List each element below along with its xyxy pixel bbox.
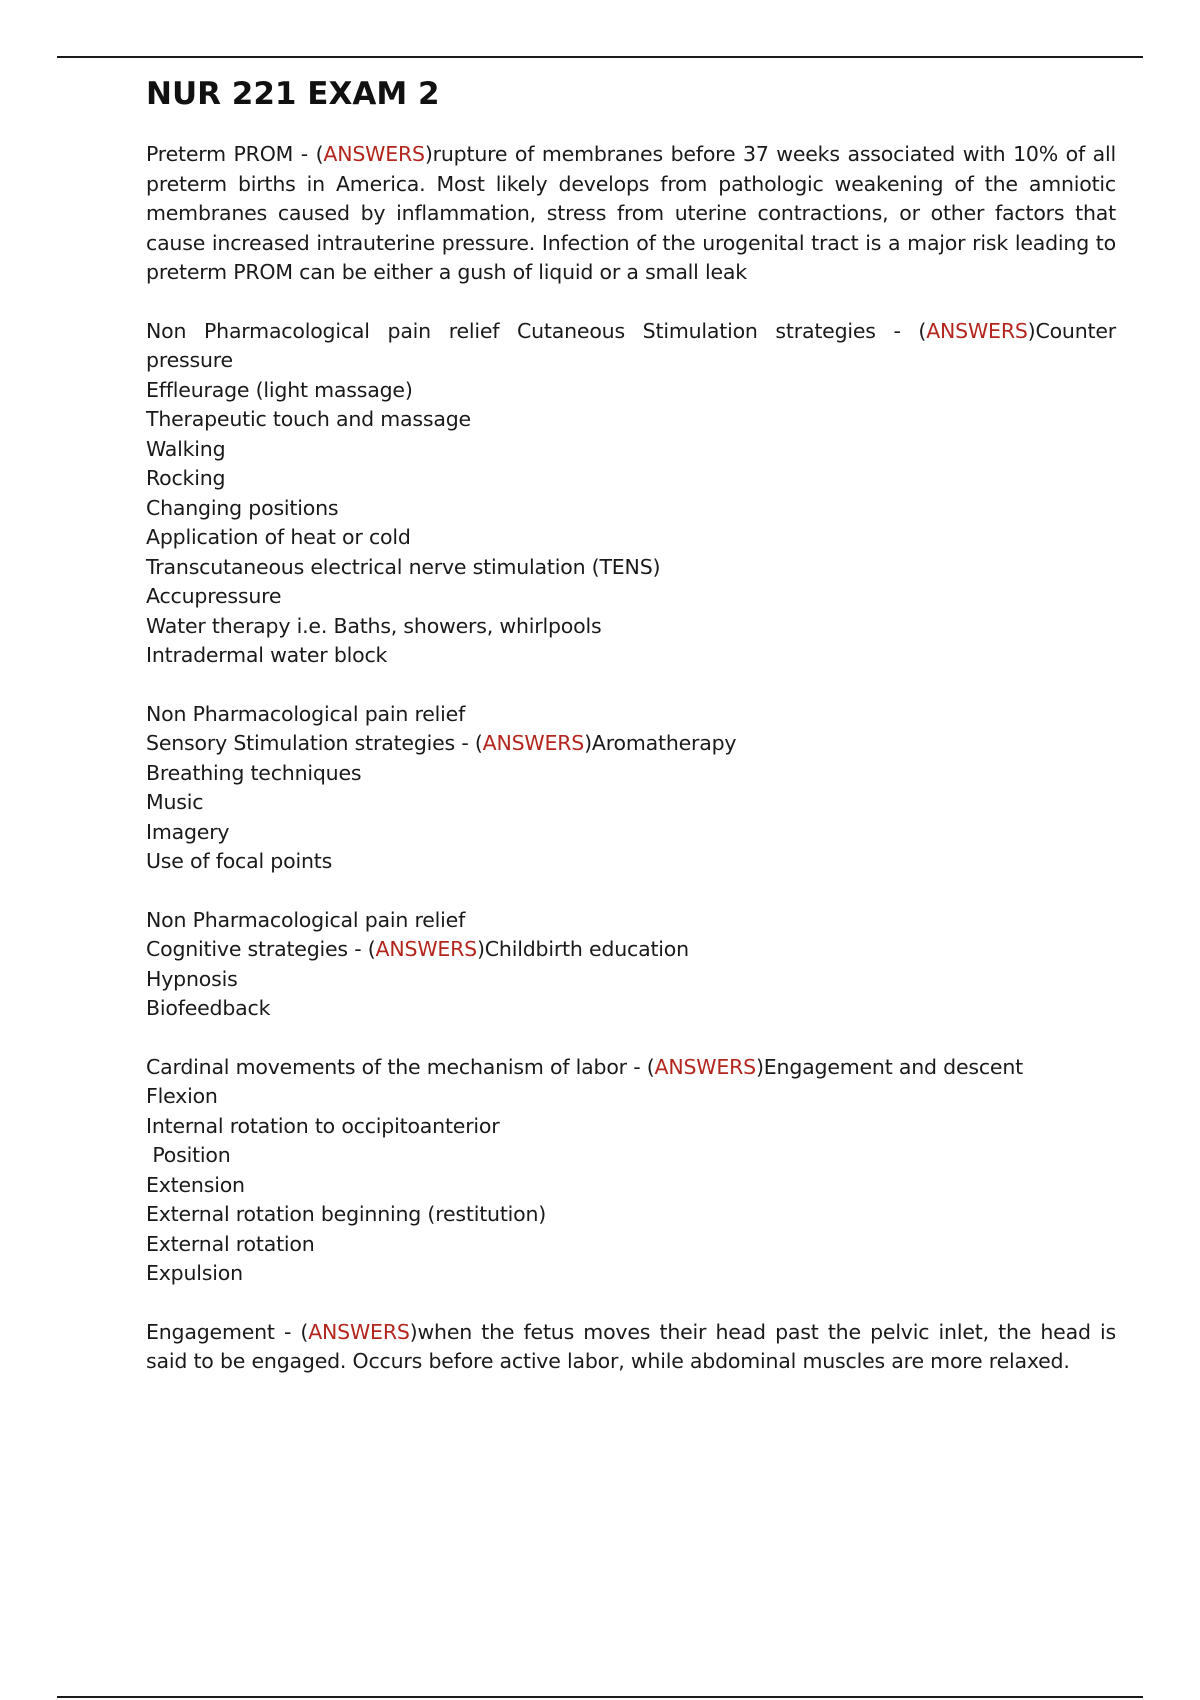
answer-list-item: Therapeutic touch and massage [146, 407, 471, 431]
qa-entry-cognitive-strategies [146, 906, 1116, 1024]
answer-list-item: Biofeedback [146, 996, 271, 1020]
answer-list-item: Hypnosis [146, 966, 238, 991]
answer-list-item: Changing positions [146, 495, 339, 520]
answer-list-item: Application of heat or cold [146, 525, 411, 549]
answer-text: )when the fetus moves their head past the pelvic inlet, the head is said to be engaged. Occurs before active labor, while abdominal muscles are more relaxed. [146, 1319, 1116, 1373]
answer-list-item: Internal rotation to occipitoanterior [146, 1113, 500, 1138]
qa-first-line [146, 935, 1116, 965]
answers-tag: ANSWERS [654, 1054, 756, 1079]
question-text: Sensory Stimulation strategies - ( [146, 731, 483, 755]
answer-list-item: Accupressure [146, 584, 282, 608]
qa-entry-cutaneous-stimulation [146, 317, 1116, 671]
qa-first-line [146, 1053, 1116, 1083]
answers-tag: ANSWERS [308, 1319, 410, 1344]
question-text: Cardinal movements of the mechanism of labor - ( [146, 1054, 655, 1079]
answer-list-item: Walking [146, 436, 226, 461]
answer-list-item: Flexion [146, 1084, 218, 1108]
answer-list-item: External rotation [146, 1231, 315, 1256]
answer-list-item: Rocking [146, 466, 226, 490]
qa-first-line [146, 317, 1116, 376]
answer-list-item: Intradermal water block [146, 643, 388, 667]
answer-text: )Childbirth education [477, 937, 689, 961]
top-rule [57, 56, 1143, 58]
answers-tag: ANSWERS [926, 318, 1028, 343]
question-heading: Non Pharmacological pain relief [146, 701, 466, 726]
answer-list-item: Music [146, 790, 204, 814]
answer-list-item: Imagery [146, 819, 230, 844]
answer-list-item: Water therapy i.e. Baths, showers, whirlpools [146, 613, 602, 638]
qa-entry-preterm-prom [146, 140, 1116, 288]
bottom-rule [57, 1696, 1143, 1698]
question-text: Engagement - ( [146, 1319, 309, 1344]
document-title: NUR 221 EXAM 2 [146, 76, 440, 112]
qa-entry-cardinal-movements [146, 1053, 1116, 1289]
document-page [146, 72, 1116, 1406]
answer-text: )Engagement and descent [755, 1054, 1023, 1079]
answer-text: )rupture of membranes before 37 weeks associated with 10% of all preterm births in America. Most likely develops from pathologic weakening of the amniotic membranes caused by inflammation, stress from uterine contractions, or other factors that cause increased intrauterine pressure. Infection of the urogenital tract is a major risk leading to preterm PROM can be either a gush of liquid or a small leak [146, 142, 1117, 284]
answer-list-item: Breathing techniques [146, 760, 362, 785]
answer-list-item: External rotation beginning (restitution) [146, 1202, 547, 1226]
answer-list-item: Use of focal points [146, 849, 333, 873]
answer-text: )Counter pressure [146, 318, 1116, 372]
answer-list-item: Effleurage (light massage) [146, 377, 413, 402]
qa-entry-engagement [146, 1318, 1116, 1377]
answer-list-item: Extension [146, 1172, 245, 1197]
question-text: Preterm PROM - ( [146, 142, 324, 166]
answers-tag: ANSWERS [323, 142, 425, 166]
answer-list-item: Position [146, 1143, 231, 1167]
answers-tag: ANSWERS [375, 937, 477, 961]
question-heading: Non Pharmacological pain relief [146, 907, 466, 932]
question-text: Non Pharmacological pain relief Cutaneous Stimulation strategies - ( [146, 318, 927, 343]
qa-first-line [146, 729, 1116, 759]
qa-entry-sensory-stimulation [146, 700, 1116, 877]
question-text: Cognitive strategies - ( [146, 937, 376, 961]
answer-list-item: Expulsion [146, 1261, 243, 1285]
answers-tag: ANSWERS [482, 731, 585, 755]
answer-text: )Aromatherapy [584, 731, 737, 755]
answer-list-item: Transcutaneous electrical nerve stimulation (TENS) [146, 554, 661, 579]
